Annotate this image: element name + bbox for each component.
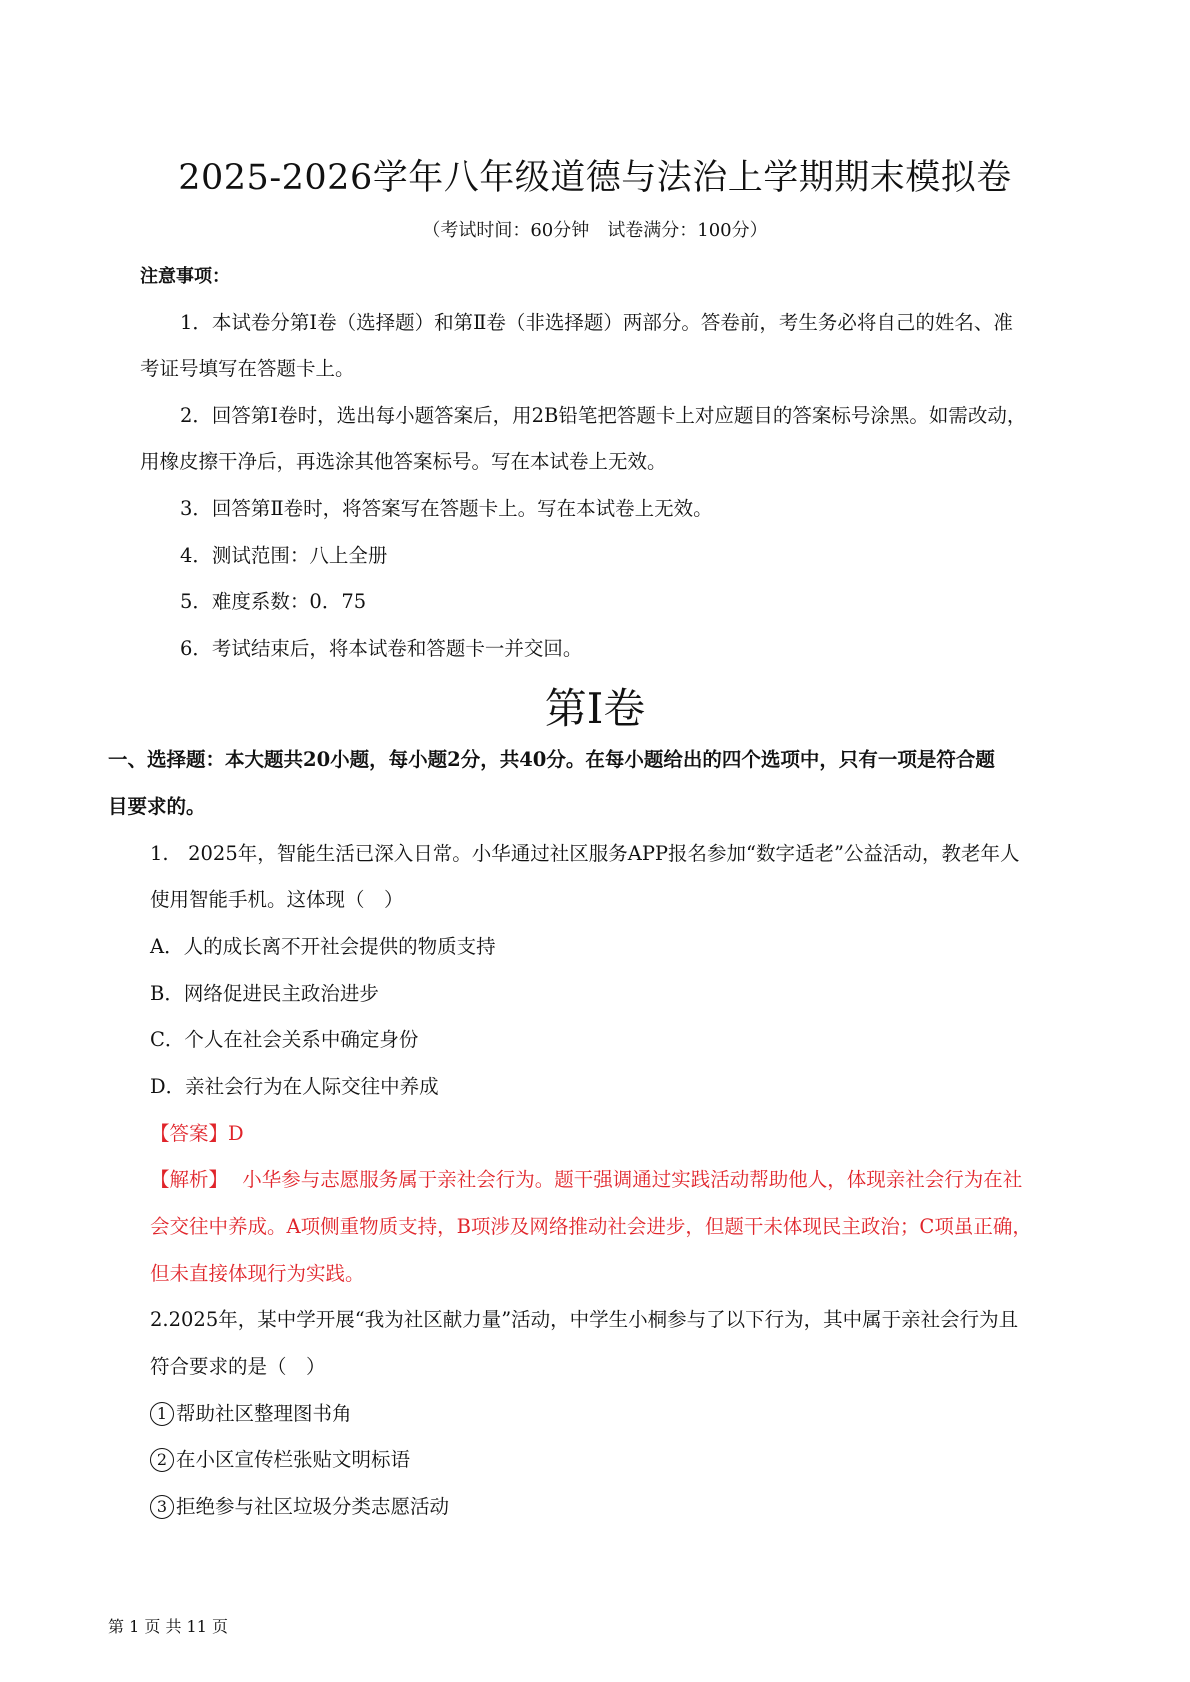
analysis (150, 1166, 1022, 1194)
circled-number: 1 (150, 1402, 174, 1426)
analysis-text: 小华参与志愿服务属于亲社会行为。题干强调通过实践活动帮助他人，体现亲社会行为在社 (242, 1168, 1023, 1191)
option-b: B．网络促进民主政治进步 (150, 982, 379, 1005)
list-item (150, 1446, 410, 1474)
analysis-label: 【解析】 (150, 1168, 229, 1191)
notice-item: 3．回答第Ⅱ卷时，将答案写在答题卡上。写在本试卷上无效。 (180, 497, 713, 520)
notice-item: 1．本试卷分第Ⅰ卷（选择题）和第Ⅱ卷（非选择题）两部分。答卷前，考生务必将自己的姓名、准 (180, 311, 1013, 334)
notice-item: 4．测试范围：八上全册 (180, 544, 388, 567)
list-item (150, 1400, 352, 1428)
section-heading: 一、选择题：本大题共20小题，每小题2分，共40分。在每小题给出的四个选项中，只有一项是符合题 (108, 748, 995, 771)
answer: 【答案】D (150, 1122, 244, 1145)
analysis-text: 但未直接体现行为实践。 (150, 1262, 365, 1285)
notice-item: 5．难度系数：0．75 (180, 590, 367, 613)
list-item-text: 帮助社区整理图书角 (176, 1402, 352, 1425)
notice-heading: 注意事项： (140, 266, 230, 287)
option-c: C．个人在社会关系中确定身份 (150, 1028, 419, 1051)
list-item-text: 拒绝参与社区垃圾分类志愿活动 (176, 1495, 450, 1518)
page-title: 2025-2026学年八年级道德与法治上学期期末模拟卷 (178, 158, 1012, 198)
notice-item: 6．考试结束后，将本试卷和答题卡一并交回。 (180, 637, 583, 660)
option-a: A．人的成长离不开社会提供的物质支持 (150, 935, 496, 958)
question-stem: 2.2025年，某中学开展“我为社区献力量”活动，中学生小桐参与了以下行为，其中属于亲社会行为且 (150, 1308, 1019, 1331)
notice-item: 2．回答第Ⅰ卷时，选出每小题答案后，用2B铅笔把答题卡上对应题目的答案标号涂黑。如需改动， (180, 404, 1027, 427)
circled-number: 3 (150, 1495, 174, 1519)
option-d: D．亲社会行为在人际交往中养成 (150, 1075, 439, 1098)
notice-item: 考证号填写在答题卡上。 (140, 357, 355, 380)
list-item (150, 1493, 449, 1521)
question-stem: 符合要求的是（ ） (150, 1355, 326, 1378)
exam-info: （考试时间：60分钟 试卷满分：100分） (422, 220, 768, 241)
volume-heading: 第Ⅰ卷 (544, 684, 646, 733)
notice-item: 用橡皮擦干净后，再选涂其他答案标号。写在本试卷上无效。 (140, 450, 667, 473)
question-stem: 使用智能手机。这体现（ ） (150, 888, 404, 911)
page-number: 第 1 页 共 11 页 (108, 1617, 228, 1636)
list-item-text: 在小区宣传栏张贴文明标语 (176, 1448, 411, 1471)
circled-number: 2 (150, 1448, 174, 1472)
question-stem: 1. 2025年，智能生活已深入日常。小华通过社区服务APP报名参加“数字适老”公益活动，教老年人 (150, 842, 1020, 865)
analysis-text: 会交往中养成。A项侧重物质支持，B项涉及网络推动社会进步，但题干未体现民主政治；C项虽正确， (150, 1215, 1032, 1238)
section-heading-cont: 目要求的。 (108, 795, 206, 818)
